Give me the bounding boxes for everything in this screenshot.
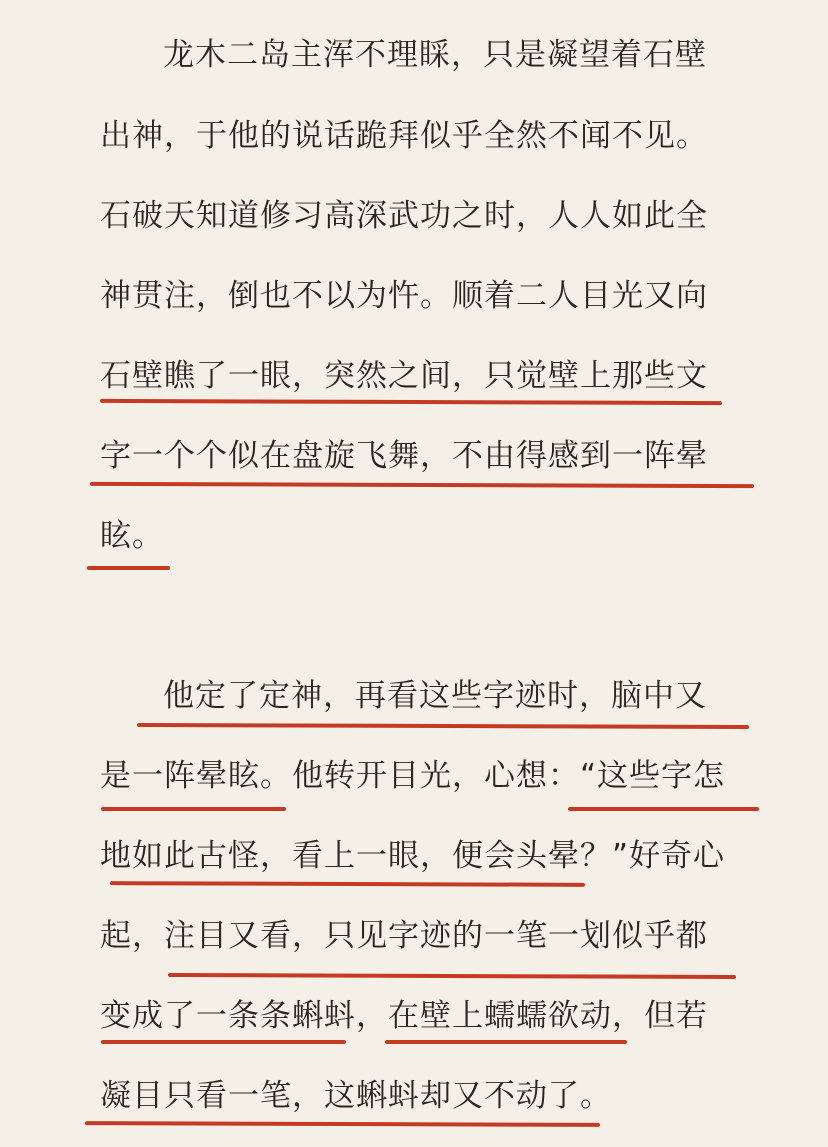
highlight-underline bbox=[568, 807, 759, 811]
highlight-underline bbox=[385, 1040, 627, 1044]
paragraph-2-line-4: 起，注目又看，只见字迹的一笔一划似乎都 bbox=[100, 918, 708, 954]
paragraph-2-line-6: 凝目只看一笔，这蝌蚪却又不动了。 bbox=[100, 1078, 612, 1114]
highlight-underline bbox=[90, 482, 754, 488]
highlight-underline bbox=[110, 881, 585, 887]
paragraph-1-line-5: 石壁瞧了一眼，突然之间，只觉壁上那些文 bbox=[100, 358, 708, 394]
highlight-underline bbox=[101, 807, 286, 811]
paragraph-2-line-2: 是一阵晕眩。他转开目光，心想：“这些字怎 bbox=[100, 758, 726, 794]
highlight-underline bbox=[85, 1121, 600, 1127]
paragraph-1-line-1: 龙木二岛主浑不理睬，只是凝望着石壁 bbox=[163, 37, 707, 73]
paragraph-2-line-5: 变成了一条条蝌蚪，在壁上蠕蠕欲动，但若 bbox=[100, 998, 708, 1034]
highlight-underline bbox=[101, 1040, 346, 1044]
highlight-underline bbox=[100, 399, 722, 405]
highlight-underline bbox=[137, 723, 749, 729]
paragraph-2-line-3: 地如此古怪，看上一眼，便会头晕？”好奇心 bbox=[100, 838, 726, 874]
highlight-underline bbox=[168, 973, 736, 979]
paragraph-2-line-1: 他定了定神，再看这些字迹时，脑中又 bbox=[163, 678, 707, 714]
paragraph-1-line-6: 字一个个似在盘旋飞舞，不由得感到一阵晕 bbox=[100, 438, 708, 474]
paragraph-1-line-2: 出神，于他的说话跪拜似乎全然不闻不见。 bbox=[100, 118, 708, 154]
paragraph-1-line-7: 眩。 bbox=[100, 518, 164, 554]
paragraph-1-line-3: 石破天知道修习高深武功之时，人人如此全 bbox=[100, 198, 708, 234]
paragraph-1-line-4: 神贯注，倒也不以为忤。顺着二人目光又向 bbox=[100, 278, 708, 314]
highlight-underline bbox=[87, 566, 170, 570]
